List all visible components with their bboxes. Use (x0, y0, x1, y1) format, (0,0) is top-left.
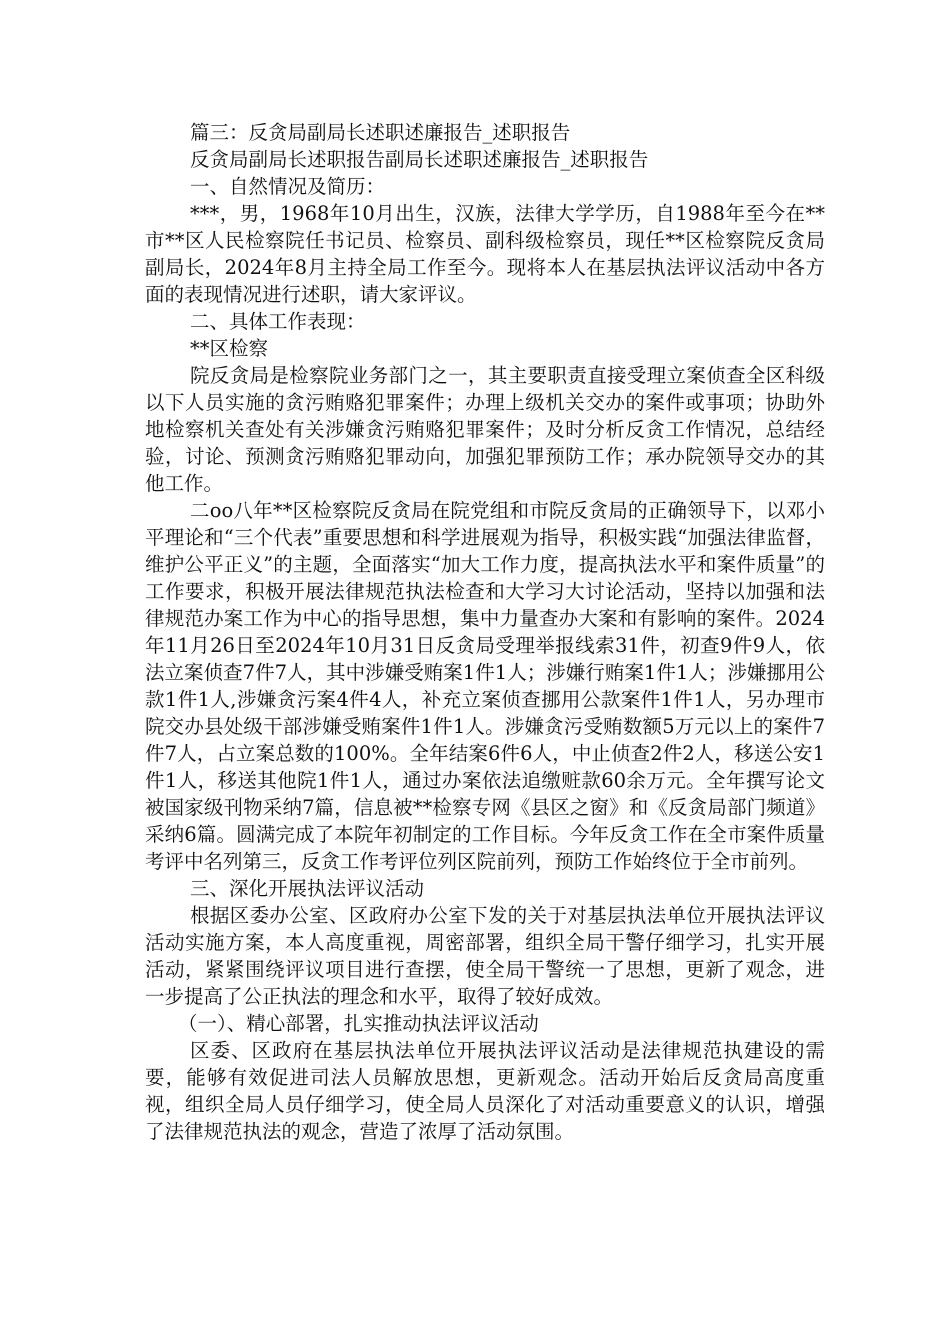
paragraph-evaluation: 根据区委办公室、区政府办公室下发的关于对基层执法单位开展执法评议活动实施方案，本人高度重视，周密部署，组织全局干警仔细学习，扎实开展活动，紧紧围绕评议项目进行查摆，使全局干警统一了思想，更新了观念，进一步提高了公正执法的理念和水平，取得了较好成效。 (145, 904, 825, 1008)
subsection-heading-1: （一）、精心部署，扎实推动执法评议活动 (178, 1012, 539, 1035)
section-heading-3: 三、深化开展执法评议活动 (190, 877, 425, 900)
paragraph-work-results: 二oo八年**区检察院反贪局在院党组和市院反贪局的正确领导下，以邓小平理论和“三个代表”重要思想和科学进展观为指导，积极实践“加强法律监督，维护公平正义”的主题，全面落实“加大工作力度，提高执法水平和案件质量”的工作要求，积极开展法律规范执法检查和大学习大讨论活动，坚持以加强和法律规范办案工作为中心的指导思想，集中力量查办大案和有影响的案件。2024年11月26日至2024年10月31日反贪局受理举报线索31件，初查9件9人，依法立案侦查7件7人，其中涉嫌受贿案1件1人；涉嫌行贿案1件1人；涉嫌挪用公款1件1人,涉嫌贪污案4件4人，补充立案侦查挪用公款案件1件1人，另办理市院交办县处级干部涉嫌受贿案件1件1人。涉嫌贪污受贿数额5万元以上的案件7件7人，占立案总数的100%。全年结案6件6人，中止侦查2件2人，移送公安1件1人，移送其他院1件1人，通过办案依法追缴赃款60余万元。全年撰写论文被国家级刊物采纳7篇，信息被**检察专网《县区之窗》和《反贪局部门频道》采纳6篇。圆满完成了本院年初制定的工作目标。今年反贪工作在全市案件质量考评中名列第三，反贪工作考评位列区院前列，预防工作始终位于全市前列。 (145, 499, 825, 873)
document-title: 篇三：反贪局副局长述职述廉报告_述职报告 (190, 121, 571, 144)
section-heading-1: 一、自然情况及简历： (190, 175, 386, 198)
document-subtitle: 反贪局副局长述职报告副局长述职述廉报告_述职报告 (190, 148, 649, 171)
paragraph-biography: ***，男，1968年10月出生，汉族，法律大学学历，自1988年至今在**市**区人民检察院任书记员、检察员、副科级检察员，现任**区检察院反贪局副局长，2024年8月主持全局工作至今。现将本人在基层执法评议活动中各方面的表现情况进行述职，请大家评议。 (145, 202, 825, 306)
section-heading-2: 二、具体工作表现： (190, 310, 366, 333)
paragraph-duties: 院反贪局是检察院业务部门之一，其主要职责直接受理立案侦查全区科级以下人员实施的贪污贿赂犯罪案件；办理上级机关交办的案件或事项；协助外地检察机关查处有关涉嫌贪污贿赂犯罪案件；及时分析反贪工作情况，总结经验，讨论、预测贪污贿赂犯罪动向，加强犯罪预防工作；承办院领导交办的其他工作。 (145, 364, 825, 495)
paragraph-short-line: **区检察 (190, 337, 269, 360)
document-body (145, 119, 825, 1145)
paragraph-deployment: 区委、区政府在基层执法单位开展执法评议活动是法律规范执建设的需要，能够有效促进司法人员解放思想，更新观念。活动开始后反贪局高度重视，组织全局人员仔细学习，使全局人员深化了对活动重要意义的认识，增强了法律规范执法的观念，营造了浓厚了活动氛围。 (145, 1039, 825, 1143)
